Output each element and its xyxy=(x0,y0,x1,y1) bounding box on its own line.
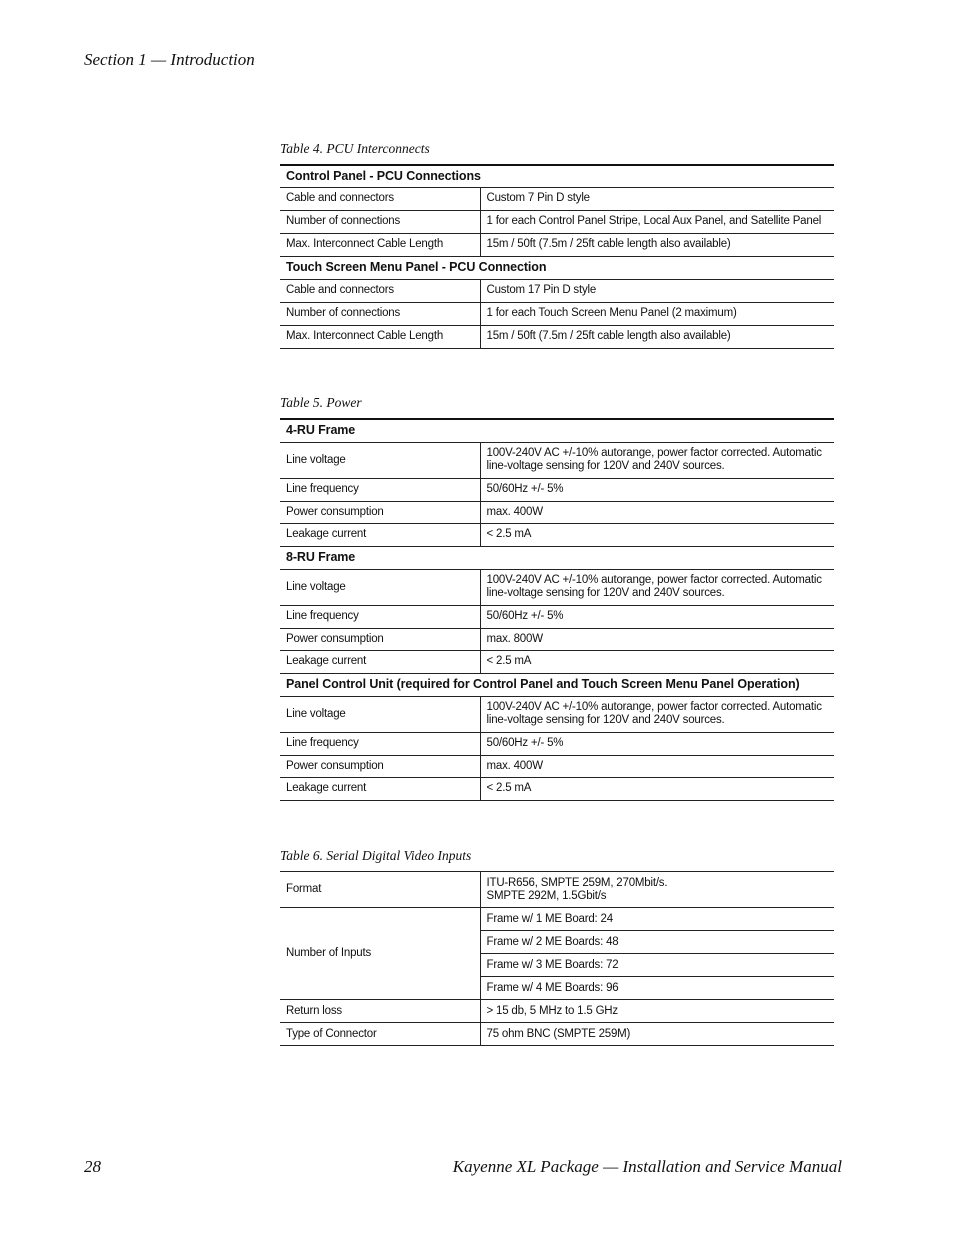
table-row xyxy=(280,478,834,501)
row-label: Max. Interconnect Cable Length xyxy=(280,325,480,348)
row-label: Number of connections xyxy=(280,302,480,325)
table-row xyxy=(280,187,834,210)
row-label: Line voltage xyxy=(280,569,480,605)
row-value: Frame w/ 4 ME Boards: 96 xyxy=(480,977,834,1000)
table-row xyxy=(280,696,834,732)
page-number: 28 xyxy=(84,1157,101,1176)
table-row xyxy=(280,523,834,546)
row-label: Format xyxy=(280,872,480,908)
row-value: 50/60Hz +/- 5% xyxy=(480,732,834,755)
table5-section-4ru xyxy=(280,419,834,442)
table-row xyxy=(280,233,834,256)
row-value: Custom 7 Pin D style xyxy=(480,187,834,210)
table-row xyxy=(280,650,834,673)
table6-serial-digital-video-inputs xyxy=(280,871,834,1046)
row-value xyxy=(480,872,834,908)
row-value: 75 ohm BNC (SMPTE 259M) xyxy=(480,1023,834,1046)
table-row xyxy=(280,732,834,755)
row-label: Type of Connector xyxy=(280,1023,480,1046)
row-value: < 2.5 mA xyxy=(480,777,834,800)
section-heading: Touch Screen Menu Panel - PCU Connection xyxy=(280,256,834,279)
table-row xyxy=(280,279,834,302)
row-label: Max. Interconnect Cable Length xyxy=(280,233,480,256)
table4-caption: Table 4. PCU Interconnects xyxy=(280,141,430,156)
row-value: 1 for each Touch Screen Menu Panel (2 maximum) xyxy=(480,302,834,325)
row-value: 50/60Hz +/- 5% xyxy=(480,478,834,501)
row-value: > 15 db, 5 MHz to 1.5 GHz xyxy=(480,1000,834,1023)
table5-caption: Table 5. Power xyxy=(280,395,362,410)
row-label: Number of connections xyxy=(280,210,480,233)
table6-caption: Table 6. Serial Digital Video Inputs xyxy=(280,848,472,863)
row-label: Line frequency xyxy=(280,478,480,501)
row-label: Power consumption xyxy=(280,501,480,523)
row-value: < 2.5 mA xyxy=(480,523,834,546)
table-row xyxy=(280,872,834,908)
row-value: 100V-240V AC +/-10% autorange, power factor corrected. Automatic line-voltage sensing for 120V and 240V sources. xyxy=(480,696,834,732)
table5-section-pcu xyxy=(280,673,834,696)
row-value: Frame w/ 3 ME Boards: 72 xyxy=(480,954,834,977)
section-heading: 8-RU Frame xyxy=(280,546,834,569)
table-row xyxy=(280,777,834,800)
table4-section-control-panel xyxy=(280,165,834,187)
section-heading: 4-RU Frame xyxy=(280,419,834,442)
table-row xyxy=(280,1023,834,1046)
row-value: < 2.5 mA xyxy=(480,650,834,673)
table5-power xyxy=(280,418,834,801)
row-label: Line frequency xyxy=(280,605,480,628)
footer-title: Kayenne XL Package — Installation and Service Manual xyxy=(452,1157,842,1176)
row-label: Power consumption xyxy=(280,755,480,777)
row-label: Cable and connectors xyxy=(280,187,480,210)
row-label: Line frequency xyxy=(280,732,480,755)
row-value: max. 400W xyxy=(480,755,834,777)
running-header: Section 1 — Introduction xyxy=(84,50,255,69)
table-row xyxy=(280,908,834,931)
row-label: Leakage current xyxy=(280,523,480,546)
section-heading: Control Panel - PCU Connections xyxy=(280,165,834,187)
table-row xyxy=(280,755,834,777)
row-label: Power consumption xyxy=(280,628,480,650)
table-row xyxy=(280,628,834,650)
table-row xyxy=(280,569,834,605)
table-row xyxy=(280,1000,834,1023)
row-value: 100V-240V AC +/-10% autorange, power factor corrected. Automatic line-voltage sensing for 120V and 240V sources. xyxy=(480,569,834,605)
table4-section-touch-screen xyxy=(280,256,834,279)
row-value: 1 for each Control Panel Stripe, Local Aux Panel, and Satellite Panel xyxy=(480,210,834,233)
table-row xyxy=(280,605,834,628)
row-label: Line voltage xyxy=(280,442,480,478)
row-value: max. 800W xyxy=(480,628,834,650)
row-value: Custom 17 Pin D style xyxy=(480,279,834,302)
table-row xyxy=(280,501,834,523)
row-label: Number of Inputs xyxy=(280,908,480,1000)
row-value: 15m / 50ft (7.5m / 25ft cable length also available) xyxy=(480,325,834,348)
format-line: SMPTE 292M, 1.5Gbit/s xyxy=(486,889,607,902)
row-label: Cable and connectors xyxy=(280,279,480,302)
row-value: 15m / 50ft (7.5m / 25ft cable length also available) xyxy=(480,233,834,256)
table-row xyxy=(280,210,834,233)
row-value: Frame w/ 1 ME Board: 24 xyxy=(480,908,834,931)
table5-section-8ru xyxy=(280,546,834,569)
format-line: ITU-R656, SMPTE 259M, 270Mbit/s. xyxy=(486,876,668,889)
table-row xyxy=(280,442,834,478)
row-value: 100V-240V AC +/-10% autorange, power factor corrected. Automatic line-voltage sensing for 120V and 240V sources. xyxy=(480,442,834,478)
table4-pcu-interconnects xyxy=(280,164,834,349)
row-label: Leakage current xyxy=(280,777,480,800)
table-row xyxy=(280,325,834,348)
row-value: max. 400W xyxy=(480,501,834,523)
row-value: Frame w/ 2 ME Boards: 48 xyxy=(480,931,834,954)
row-value: 50/60Hz +/- 5% xyxy=(480,605,834,628)
section-heading: Panel Control Unit (required for Control Panel and Touch Screen Menu Panel Operation) xyxy=(280,673,834,696)
row-label: Leakage current xyxy=(280,650,480,673)
row-label: Line voltage xyxy=(280,696,480,732)
row-label: Return loss xyxy=(280,1000,480,1023)
table-row xyxy=(280,302,834,325)
